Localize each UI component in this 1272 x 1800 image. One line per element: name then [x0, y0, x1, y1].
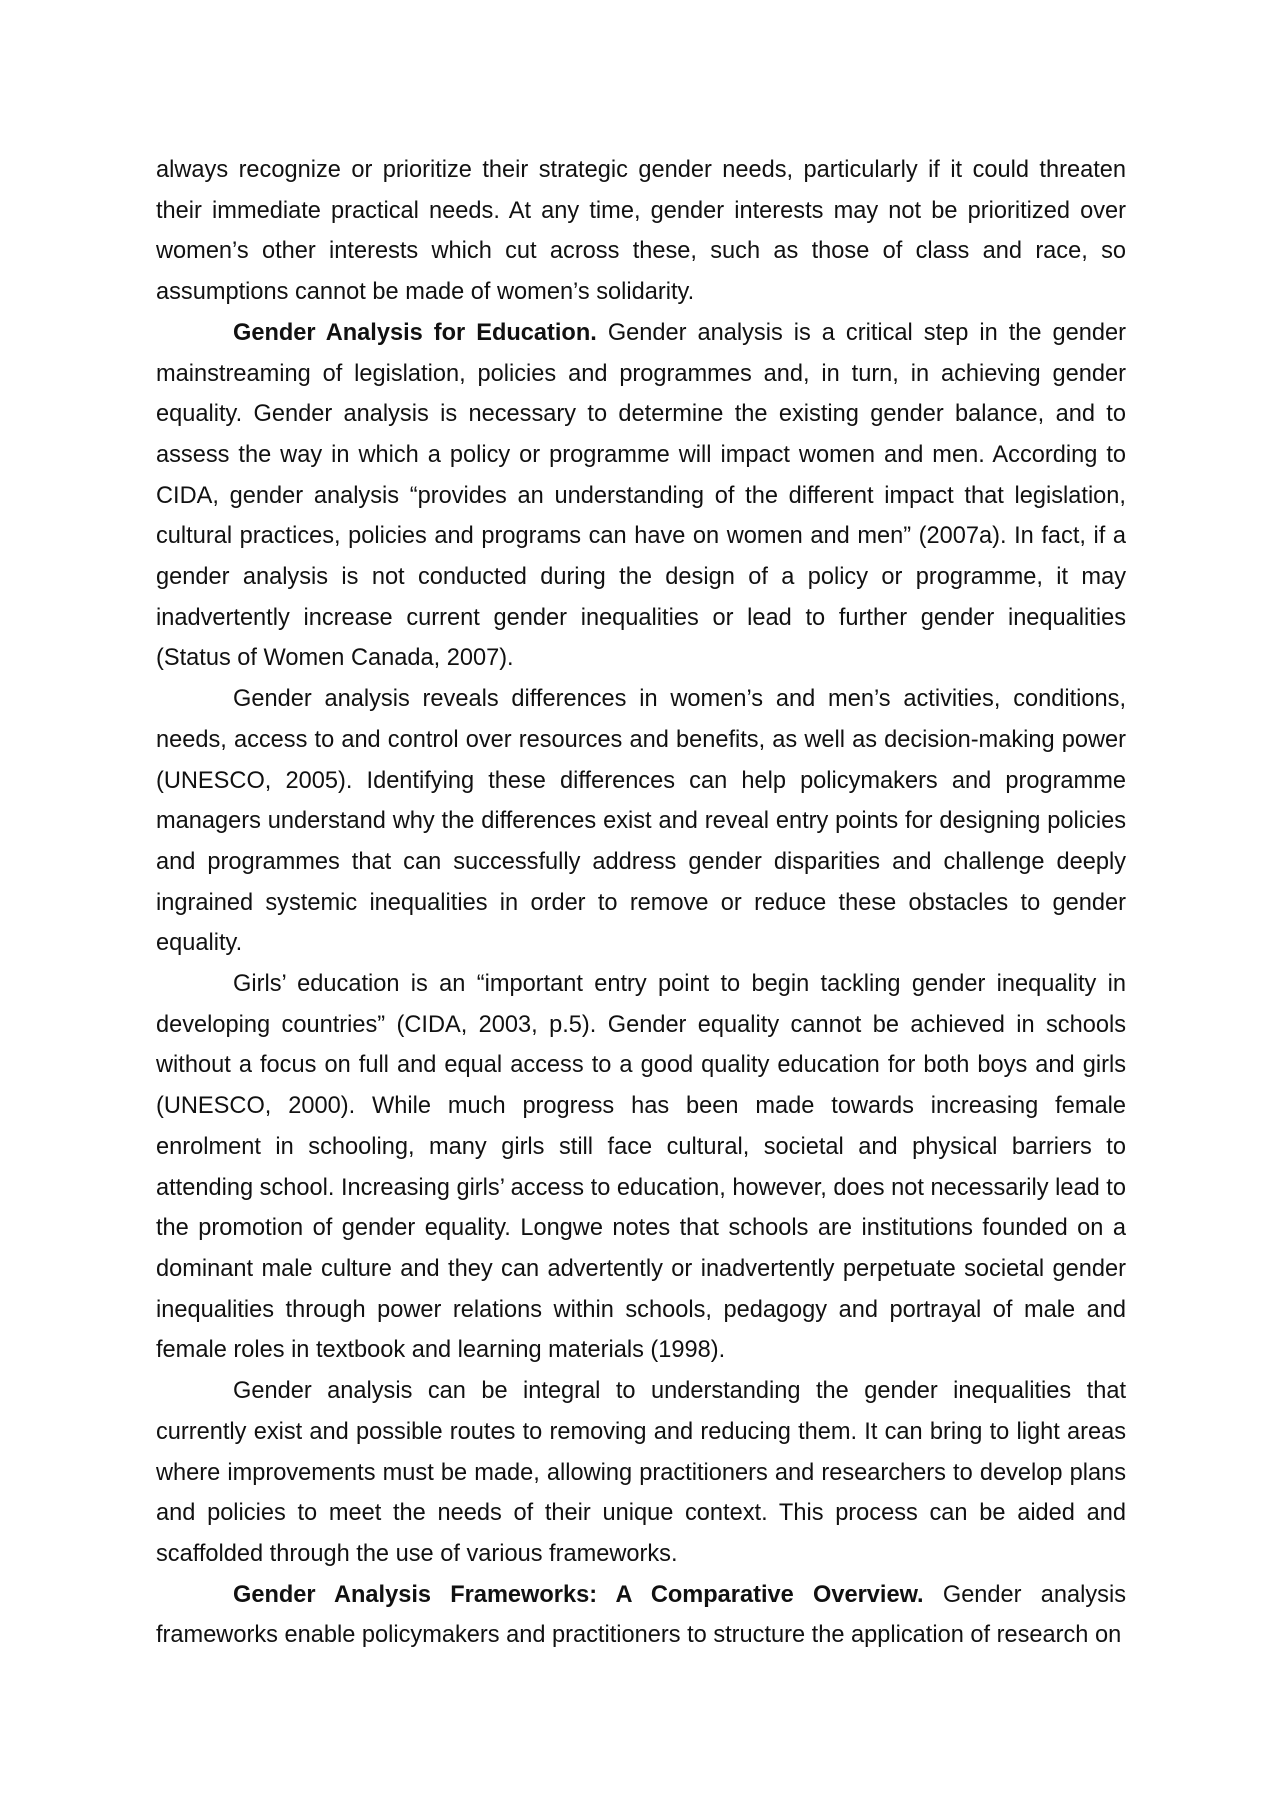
document-page — [156, 150, 1126, 1656]
paragraph-text: always recognize or prioritize their strategic gender needs, particularly if it could threaten their immediate practical needs. At any time, gender interests may not be prioritized over women’s other interests which cut across these, such as those of class and race, so assumptions cannot be made of women’s solidarity. — [156, 157, 1126, 306]
paragraph-gender-analysis-frameworks — [156, 1575, 1126, 1656]
paragraph-girls-education — [156, 964, 1126, 1371]
paragraph-text: Girls’ education is an “important entry point to begin tackling gender inequality in developing countries” (CIDA, 2003, p.5). Gender equality cannot be achieved in schools without a focus on full and equal access to a good quality education for both boys and girls (UNESCO, 2000). While much progress has been made towards increasing female enrolment in schooling, many girls still face cultural, societal and physical barriers to attending school. Increasing girls’ access to education, however, does not necessarily lead to the promotion of gender equality. Longwe notes that schools are institutions founded on a dominant male culture and they can advertently or inadvertently perpetuate societal gender inequalities through power relations within schools, pedagogy and portrayal of male and female roles in textbook and learning materials (1998). — [156, 971, 1126, 1364]
section-heading: Gender Analysis for Education. — [233, 319, 597, 346]
paragraph-text: Gender analysis frameworks enable policymakers and practitioners to structure the application of research on — [156, 1581, 1127, 1649]
paragraph-text: Gender analysis can be integral to understanding the gender inequalities that currently exist and possible routes to removing and reducing them. It can bring to light areas where improvements must be made, allowing practitioners and researchers to develop plans and policies to meet the needs of their unique context. This process can be aided and scaffolded through the use of various frameworks. — [156, 1378, 1126, 1567]
section-heading: Gender Analysis Frameworks: A Comparative Overview. — [233, 1581, 924, 1608]
paragraph-text: Gender analysis reveals differences in women’s and men’s activities, conditions, needs, access to and control over resources and benefits, as well as decision-making power (UNESCO, 2005). Identifying these differences can help policymakers and programme managers understand why the differences exist and reveal entry points for designing policies and programmes that can successfully address gender disparities and challenge deeply ingrained systemic inequalities in order to remove or reduce these obstacles to gender equality. — [156, 686, 1126, 957]
paragraph-gender-analysis-integral — [156, 1371, 1126, 1575]
paragraph-gender-analysis-for-education — [156, 313, 1126, 679]
paragraph-continued — [156, 150, 1126, 313]
paragraph-gender-analysis-reveals — [156, 679, 1126, 964]
paragraph-text: Gender analysis is a critical step in the gender mainstreaming of legislation, policies and programmes and, in turn, in achieving gender equality. Gender analysis is necessary to determine the existing gender balance, and to assess the way in which a policy or programme will impact women and men. According to CIDA, gender analysis “provides an understanding of the different impact that legislation, cultural practices, policies and programs can have on women and men” (2007a). In fact, if a gender analysis is not conducted during the design of a policy or programme, it may inadvertently increase current gender inequalities or lead to further gender inequalities (Status of Women Canada, 2007). — [156, 319, 1126, 672]
